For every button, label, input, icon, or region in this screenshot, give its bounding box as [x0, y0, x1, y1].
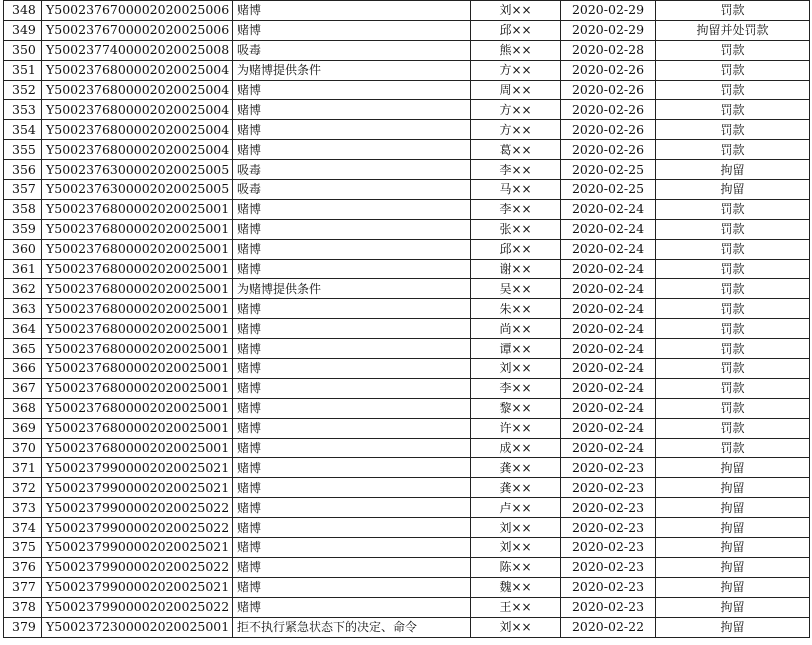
penalty-result-cell: 拘留: [656, 538, 810, 558]
violation-reason-cell: 赌博: [233, 418, 471, 438]
record-number-cell: 352: [4, 80, 42, 100]
record-number-cell: 363: [4, 299, 42, 319]
decision-date-cell: 2020-02-25: [561, 180, 656, 200]
record-number-cell: 355: [4, 140, 42, 160]
penalty-result-cell: 拘留: [656, 180, 810, 200]
table-row: [4, 557, 810, 577]
case-id-cell: Y5002379900002020025021: [42, 458, 233, 478]
table-row: [4, 140, 810, 160]
violation-reason-cell: 赌博: [233, 458, 471, 478]
case-id-cell: Y5002376800002020025001: [42, 219, 233, 239]
table-row: [4, 577, 810, 597]
penalty-result-cell: 拘留: [656, 498, 810, 518]
case-id-cell: Y5002376700002020025006: [42, 20, 233, 40]
table-row: [4, 617, 810, 637]
record-number-cell: 372: [4, 478, 42, 498]
table-row: [4, 20, 810, 40]
penalty-result-cell: 拘留: [656, 518, 810, 538]
person-name-cell: 周××: [471, 80, 561, 100]
case-id-cell: Y5002376800002020025001: [42, 418, 233, 438]
violation-reason-cell: 赌博: [233, 359, 471, 379]
penalty-result-cell: 拘留: [656, 557, 810, 577]
record-number-cell: 360: [4, 239, 42, 259]
table-row: [4, 219, 810, 239]
violation-reason-cell: 赌博: [233, 100, 471, 120]
penalty-result-cell: 拘留: [656, 160, 810, 180]
record-number-cell: 370: [4, 438, 42, 458]
table-row: [4, 319, 810, 339]
violation-reason-cell: 吸毒: [233, 160, 471, 180]
case-id-cell: Y5002379900002020025022: [42, 557, 233, 577]
penalty-result-cell: 罚款: [656, 239, 810, 259]
table-row: [4, 40, 810, 60]
table-row: [4, 239, 810, 259]
violation-reason-cell: 吸毒: [233, 180, 471, 200]
table-row: [4, 538, 810, 558]
table-row: [4, 180, 810, 200]
violation-reason-cell: 赌博: [233, 339, 471, 359]
person-name-cell: 方××: [471, 60, 561, 80]
decision-date-cell: 2020-02-23: [561, 538, 656, 558]
person-name-cell: 邱××: [471, 20, 561, 40]
table-row: [4, 100, 810, 120]
record-number-cell: 356: [4, 160, 42, 180]
table-row: [4, 160, 810, 180]
decision-date-cell: 2020-02-24: [561, 339, 656, 359]
person-name-cell: 李××: [471, 199, 561, 219]
record-number-cell: 364: [4, 319, 42, 339]
table-row: [4, 438, 810, 458]
case-id-cell: Y5002376800002020025001: [42, 359, 233, 379]
person-name-cell: 张××: [471, 219, 561, 239]
decision-date-cell: 2020-02-26: [561, 80, 656, 100]
decision-date-cell: 2020-02-24: [561, 299, 656, 319]
record-number-cell: 353: [4, 100, 42, 120]
penalty-result-cell: 罚款: [656, 259, 810, 279]
record-number-cell: 366: [4, 359, 42, 379]
decision-date-cell: 2020-02-23: [561, 458, 656, 478]
table-row: [4, 259, 810, 279]
table-row: [4, 279, 810, 299]
penalty-result-cell: 罚款: [656, 398, 810, 418]
case-id-cell: Y5002376800002020025001: [42, 438, 233, 458]
penalty-result-cell: 罚款: [656, 120, 810, 140]
case-id-cell: Y5002376800002020025001: [42, 259, 233, 279]
person-name-cell: 许××: [471, 418, 561, 438]
violation-reason-cell: 赌博: [233, 299, 471, 319]
case-id-cell: Y5002376800002020025004: [42, 60, 233, 80]
case-id-cell: Y5002376800002020025004: [42, 140, 233, 160]
case-id-cell: Y5002376300002020025005: [42, 180, 233, 200]
violation-reason-cell: 赌博: [233, 199, 471, 219]
case-id-cell: Y5002376800002020025001: [42, 239, 233, 259]
decision-date-cell: 2020-02-24: [561, 378, 656, 398]
person-name-cell: 龚××: [471, 458, 561, 478]
table-row: [4, 1, 810, 21]
person-name-cell: 葛××: [471, 140, 561, 160]
record-number-cell: 357: [4, 180, 42, 200]
violation-reason-cell: 赌博: [233, 378, 471, 398]
table-row: [4, 597, 810, 617]
table-row: [4, 498, 810, 518]
person-name-cell: 魏××: [471, 577, 561, 597]
person-name-cell: 龚××: [471, 478, 561, 498]
record-number-cell: 379: [4, 617, 42, 637]
decision-date-cell: 2020-02-24: [561, 398, 656, 418]
record-number-cell: 375: [4, 538, 42, 558]
penalty-result-cell: 罚款: [656, 100, 810, 120]
violation-reason-cell: 赌博: [233, 1, 471, 21]
penalty-result-cell: 拘留: [656, 577, 810, 597]
case-id-cell: Y5002377400002020025008: [42, 40, 233, 60]
decision-date-cell: 2020-02-23: [561, 557, 656, 577]
person-name-cell: 吴××: [471, 279, 561, 299]
violation-reason-cell: 赌博: [233, 478, 471, 498]
record-number-cell: 351: [4, 60, 42, 80]
person-name-cell: 王××: [471, 597, 561, 617]
record-number-cell: 376: [4, 557, 42, 577]
table-row: [4, 478, 810, 498]
table-body: [4, 1, 810, 638]
person-name-cell: 尚××: [471, 319, 561, 339]
violation-reason-cell: 赌博: [233, 538, 471, 558]
person-name-cell: 陈××: [471, 557, 561, 577]
table-row: [4, 359, 810, 379]
record-number-cell: 350: [4, 40, 42, 60]
violation-reason-cell: 赌博: [233, 438, 471, 458]
penalty-result-cell: 罚款: [656, 40, 810, 60]
decision-date-cell: 2020-02-26: [561, 60, 656, 80]
person-name-cell: 朱××: [471, 299, 561, 319]
record-number-cell: 348: [4, 1, 42, 21]
table-row: [4, 120, 810, 140]
decision-date-cell: 2020-02-29: [561, 1, 656, 21]
table-row: [4, 299, 810, 319]
decision-date-cell: 2020-02-24: [561, 279, 656, 299]
violation-reason-cell: 赌博: [233, 259, 471, 279]
person-name-cell: 刘××: [471, 538, 561, 558]
violation-reason-cell: 赌博: [233, 557, 471, 577]
decision-date-cell: 2020-02-26: [561, 140, 656, 160]
case-id-cell: Y5002376700002020025006: [42, 1, 233, 21]
penalty-result-cell: 拘留: [656, 617, 810, 637]
case-id-cell: Y5002379900002020025022: [42, 597, 233, 617]
violation-reason-cell: 赌博: [233, 319, 471, 339]
violation-reason-cell: 赌博: [233, 140, 471, 160]
person-name-cell: 谭××: [471, 339, 561, 359]
table-row: [4, 80, 810, 100]
person-name-cell: 方××: [471, 100, 561, 120]
penalty-result-cell: 罚款: [656, 279, 810, 299]
person-name-cell: 谢××: [471, 259, 561, 279]
case-id-cell: Y5002379900002020025021: [42, 538, 233, 558]
record-number-cell: 367: [4, 378, 42, 398]
violation-reason-cell: 赌博: [233, 20, 471, 40]
violation-reason-cell: 赌博: [233, 597, 471, 617]
penalty-result-cell: 罚款: [656, 199, 810, 219]
decision-date-cell: 2020-02-22: [561, 617, 656, 637]
record-number-cell: 374: [4, 518, 42, 538]
record-number-cell: 349: [4, 20, 42, 40]
person-name-cell: 马××: [471, 180, 561, 200]
penalty-result-cell: 罚款: [656, 339, 810, 359]
decision-date-cell: 2020-02-25: [561, 160, 656, 180]
decision-date-cell: 2020-02-24: [561, 259, 656, 279]
violation-reason-cell: 为赌博提供条件: [233, 60, 471, 80]
case-id-cell: Y5002376800002020025004: [42, 80, 233, 100]
person-name-cell: 熊××: [471, 40, 561, 60]
record-number-cell: 365: [4, 339, 42, 359]
penalty-result-cell: 罚款: [656, 1, 810, 21]
record-number-cell: 358: [4, 199, 42, 219]
violation-reason-cell: 赌博: [233, 120, 471, 140]
decision-date-cell: 2020-02-23: [561, 597, 656, 617]
case-id-cell: Y5002376800002020025004: [42, 120, 233, 140]
person-name-cell: 邱××: [471, 239, 561, 259]
record-number-cell: 377: [4, 577, 42, 597]
penalty-result-cell: 罚款: [656, 299, 810, 319]
penalty-result-cell: 罚款: [656, 319, 810, 339]
violation-reason-cell: 拒不执行紧急状态下的决定、命令: [233, 617, 471, 637]
decision-date-cell: 2020-02-24: [561, 438, 656, 458]
decision-date-cell: 2020-02-23: [561, 577, 656, 597]
penalty-result-cell: 拘留: [656, 478, 810, 498]
penalty-result-cell: 罚款: [656, 359, 810, 379]
decision-date-cell: 2020-02-24: [561, 219, 656, 239]
decision-date-cell: 2020-02-23: [561, 478, 656, 498]
person-name-cell: 刘××: [471, 1, 561, 21]
case-id-cell: Y5002376300002020025005: [42, 160, 233, 180]
record-number-cell: 361: [4, 259, 42, 279]
case-id-cell: Y5002376800002020025001: [42, 398, 233, 418]
table-row: [4, 339, 810, 359]
table-row: [4, 398, 810, 418]
violation-reason-cell: 赌博: [233, 219, 471, 239]
person-name-cell: 黎××: [471, 398, 561, 418]
case-id-cell: Y5002379900002020025022: [42, 498, 233, 518]
case-id-cell: Y5002376800002020025001: [42, 339, 233, 359]
record-number-cell: 354: [4, 120, 42, 140]
person-name-cell: 刘××: [471, 518, 561, 538]
case-id-cell: Y5002379900002020025022: [42, 518, 233, 538]
record-number-cell: 362: [4, 279, 42, 299]
decision-date-cell: 2020-02-24: [561, 359, 656, 379]
penalty-result-cell: 罚款: [656, 60, 810, 80]
case-id-cell: Y5002372300002020025001: [42, 617, 233, 637]
case-id-cell: Y5002376800002020025001: [42, 319, 233, 339]
penalty-result-cell: 罚款: [656, 418, 810, 438]
case-id-cell: Y5002376800002020025001: [42, 199, 233, 219]
violation-reason-cell: 赌博: [233, 80, 471, 100]
decision-date-cell: 2020-02-29: [561, 20, 656, 40]
decision-date-cell: 2020-02-24: [561, 319, 656, 339]
violation-reason-cell: 赌博: [233, 239, 471, 259]
record-number-cell: 359: [4, 219, 42, 239]
table-row: [4, 518, 810, 538]
violation-reason-cell: 吸毒: [233, 40, 471, 60]
case-id-cell: Y5002376800002020025001: [42, 279, 233, 299]
record-number-cell: 371: [4, 458, 42, 478]
violation-reason-cell: 赌博: [233, 577, 471, 597]
record-number-cell: 368: [4, 398, 42, 418]
person-name-cell: 方××: [471, 120, 561, 140]
decision-date-cell: 2020-02-24: [561, 418, 656, 438]
table-row: [4, 199, 810, 219]
violation-reason-cell: 赌博: [233, 398, 471, 418]
person-name-cell: 李××: [471, 378, 561, 398]
penalty-result-cell: 拘留: [656, 597, 810, 617]
decision-date-cell: 2020-02-28: [561, 40, 656, 60]
decision-date-cell: 2020-02-26: [561, 100, 656, 120]
decision-date-cell: 2020-02-26: [561, 120, 656, 140]
penalty-records-table: [3, 0, 810, 638]
decision-date-cell: 2020-02-23: [561, 518, 656, 538]
person-name-cell: 卢××: [471, 498, 561, 518]
table-row: [4, 60, 810, 80]
case-id-cell: Y5002379900002020025021: [42, 577, 233, 597]
violation-reason-cell: 赌博: [233, 518, 471, 538]
penalty-result-cell: 罚款: [656, 378, 810, 398]
decision-date-cell: 2020-02-24: [561, 239, 656, 259]
penalty-result-cell: 拘留: [656, 458, 810, 478]
record-number-cell: 378: [4, 597, 42, 617]
record-number-cell: 369: [4, 418, 42, 438]
record-number-cell: 373: [4, 498, 42, 518]
penalty-result-cell: 拘留并处罚款: [656, 20, 810, 40]
penalty-result-cell: 罚款: [656, 140, 810, 160]
person-name-cell: 成××: [471, 438, 561, 458]
table-row: [4, 458, 810, 478]
decision-date-cell: 2020-02-23: [561, 498, 656, 518]
case-id-cell: Y5002379900002020025021: [42, 478, 233, 498]
table-row: [4, 418, 810, 438]
case-id-cell: Y5002376800002020025001: [42, 299, 233, 319]
penalty-result-cell: 罚款: [656, 438, 810, 458]
violation-reason-cell: 为赌博提供条件: [233, 279, 471, 299]
case-id-cell: Y5002376800002020025004: [42, 100, 233, 120]
decision-date-cell: 2020-02-24: [561, 199, 656, 219]
penalty-result-cell: 罚款: [656, 219, 810, 239]
person-name-cell: 刘××: [471, 617, 561, 637]
person-name-cell: 李××: [471, 160, 561, 180]
person-name-cell: 刘××: [471, 359, 561, 379]
penalty-result-cell: 罚款: [656, 80, 810, 100]
case-id-cell: Y5002376800002020025001: [42, 378, 233, 398]
violation-reason-cell: 赌博: [233, 498, 471, 518]
table-row: [4, 378, 810, 398]
